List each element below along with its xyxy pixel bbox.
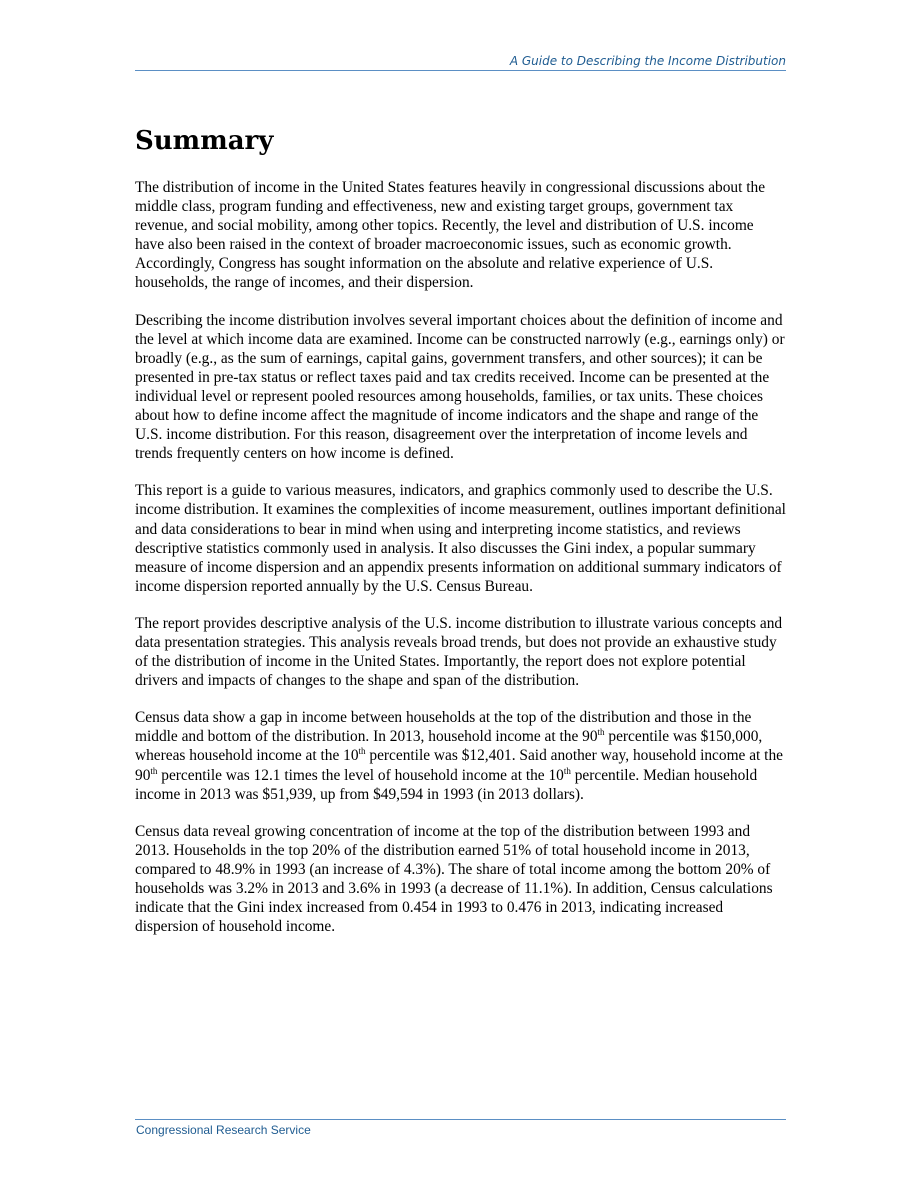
summary-body — [135, 178, 786, 954]
paragraph-5-text: percentile was $150,000, whereas household income at the 10 — [135, 728, 763, 765]
footer-organization: Congressional Research Service — [136, 1123, 311, 1137]
running-header: A Guide to Describing the Income Distribution — [135, 54, 786, 71]
ordinal-suffix: th — [150, 765, 158, 776]
paragraph-3: This report is a guide to various measures, indicators, and graphics commonly used to describe the U.S. income distribution. It examines the complexities of income measurement, outlines important definitional and data considerations to bear in mind when using and interpreting income statistics, and reviews descriptive statistics commonly used in analysis. It also discusses the Gini index, a popular summary measure of income dispersion and an appendix presents information on additional summary indicators of income dispersion reported annually by the U.S. Census Bureau. — [135, 482, 786, 595]
ordinal-suffix: th — [358, 746, 366, 757]
paragraph-5-text: percentile. Median household income in 2013 was $51,939, up from $49,594 in 1993 (in 2013 dollars). — [135, 766, 758, 803]
paragraph-5-text: percentile was $12,401. Said another way, household income at the 90 — [135, 747, 783, 784]
paragraph-5 — [135, 708, 786, 803]
section-title: Summary — [135, 126, 274, 156]
paragraph-5-text: Census data show a gap in income between households at the top of the distribution and those in the middle and bottom of the distribution. In 2013, household income at the 90 — [135, 709, 752, 746]
paragraph-4: The report provides descriptive analysis of the U.S. income distribution to illustrate various concepts and data presentation strategies. This analysis reveals broad trends, but does not provide an exhaustive study of the distribution of income in the United States. Importantly, the report does not explore potential drivers and impacts of changes to the shape and span of the distribution. — [135, 614, 783, 690]
footer-divider — [135, 1119, 786, 1120]
paragraph-1: The distribution of income in the United States features heavily in congressional discussions about the middle class, program funding and effectiveness, new and existing target groups, government tax revenue, and social mobility, among other topics. Recently, the level and distribution of U.S. income have also been raised in the context of broader macroeconomic issues, such as economic growth. Accordingly, Congress has sought information on the absolute and relative experience of U.S. households, the range of incomes, and their dispersion. — [135, 179, 766, 292]
paragraph-6: Census data reveal growing concentration of income at the top of the distribution between 1993 and 2013. Households in the top 20% of the distribution earned 51% of total household income in 2013, compared to 48.9% in 1993 (an increase of 4.3%). The share of total income among the bottom 20% of households was 3.2% in 2013 and 3.6% in 1993 (a decrease of 11.1%). In addition, Census calculations indicate that the Gini index increased from 0.454 in 1993 to 0.476 in 2013, indicating increased dispersion of household income. — [135, 822, 773, 936]
ordinal-suffix: th — [563, 765, 571, 776]
paragraph-2: Describing the income distribution involves several important choices about the definition of income and the level at which income data are examined. Income can be constructed narrowly (e.g., earnings only) or broadly (e.g., as the sum of earnings, capital gains, government transfers, and other sources); it can be presented in pre-tax status or reflect taxes paid and tax credits received. Income can be presented at the individual level or represent pooled resources among households, families, or tax units. These choices about how to define income affect the magnitude of income indicators and the shape and range of the U.S. income distribution. For this reason, disagreement over the interpretation of income levels and trends frequently centers on how income is defined. — [135, 311, 785, 463]
ordinal-suffix: th — [597, 727, 605, 738]
paragraph-5-text: percentile was 12.1 times the level of household income at the 10 — [157, 766, 564, 784]
